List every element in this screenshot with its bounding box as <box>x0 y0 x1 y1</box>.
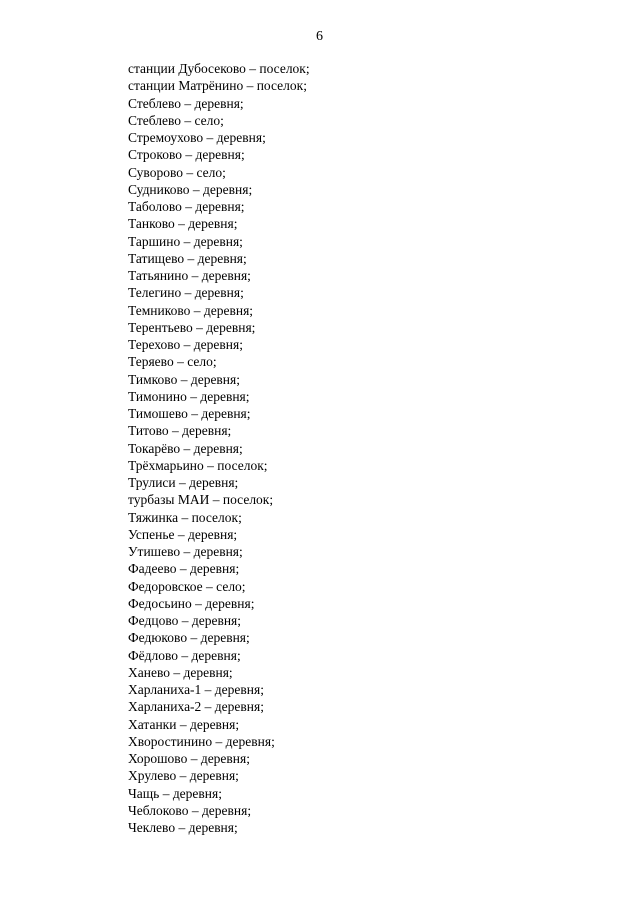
settlement-entry: Фёдлово – деревня; <box>128 647 241 663</box>
settlement-entry: Тимошево – деревня; <box>128 406 251 421</box>
settlement-entry: Трулиси – деревня; <box>128 475 239 490</box>
settlement-entry: Тяжинка – поселок; <box>128 509 242 525</box>
settlement-entry: Титово – деревня; <box>128 423 232 439</box>
settlement-entry: Чеклево – деревня; <box>128 820 238 835</box>
settlement-entry: Таболово – деревня; <box>128 199 245 214</box>
settlement-entry: Хворостинино – деревня; <box>128 733 275 749</box>
settlement-entry: станции Матрёнино – поселок; <box>128 78 307 94</box>
settlement-entry: Таршино – деревня; <box>128 233 243 249</box>
settlement-entry: Стеблево – деревня; <box>128 95 244 111</box>
settlement-entry: Танково – деревня; <box>128 216 238 232</box>
settlement-entry: Харланиха-1 – деревня; <box>128 682 264 697</box>
settlement-entry: Федцово – деревня; <box>128 613 242 628</box>
settlement-entry: турбазы МАИ – поселок; <box>128 492 274 508</box>
page-number: 6 <box>316 29 323 44</box>
settlement-entry: Телегино – деревня; <box>128 285 244 301</box>
settlement-entry: Терентьево – деревня; <box>128 319 256 335</box>
settlement-entry: Трёхмарьино – поселок; <box>128 457 268 473</box>
settlement-entry: Федоровское – село; <box>128 578 246 594</box>
settlement-entry: станции Дубосеково – поселок; <box>128 61 310 76</box>
settlement-entry: Токарёво – деревня; <box>128 440 243 456</box>
settlement-entry: Татищево – деревня; <box>128 250 247 266</box>
settlement-entry: Чащь – деревня; <box>128 785 222 801</box>
settlement-entry: Тимково – деревня; <box>128 371 240 387</box>
settlement-entry: Теряево – село; <box>128 354 217 370</box>
settlement-entry: Хатанки – деревня; <box>128 716 240 732</box>
settlement-entry: Фадеево – деревня; <box>128 561 240 577</box>
settlement-entry: Федосьино – деревня; <box>128 595 255 611</box>
settlement-entry: Стремоухово – деревня; <box>128 130 266 145</box>
settlement-entry: Утишево – деревня; <box>128 544 243 559</box>
settlement-entry: Татьянино – деревня; <box>128 268 251 283</box>
settlement-entry: Федюково – деревня; <box>128 630 250 646</box>
settlement-entry: Суворово – село; <box>128 164 226 180</box>
settlement-entry: Терехово – деревня; <box>128 337 243 352</box>
settlement-entry: Хрулево – деревня; <box>128 768 239 784</box>
settlement-entry: Тимонино – деревня; <box>128 388 250 404</box>
settlement-list <box>128 60 310 836</box>
settlement-entry: Судниково – деревня; <box>128 181 253 197</box>
settlement-entry: Хорошово – деревня; <box>128 751 250 766</box>
settlement-entry: Темниково – деревня; <box>128 302 254 318</box>
settlement-entry: Харланиха-2 – деревня; <box>128 699 264 715</box>
settlement-entry: Ханево – деревня; <box>128 664 233 680</box>
settlement-entry: Строково – деревня; <box>128 147 245 163</box>
settlement-entry: Стеблево – село; <box>128 112 224 128</box>
settlement-entry: Успенье – деревня; <box>128 526 238 542</box>
settlement-entry: Чеблоково – деревня; <box>128 802 252 818</box>
